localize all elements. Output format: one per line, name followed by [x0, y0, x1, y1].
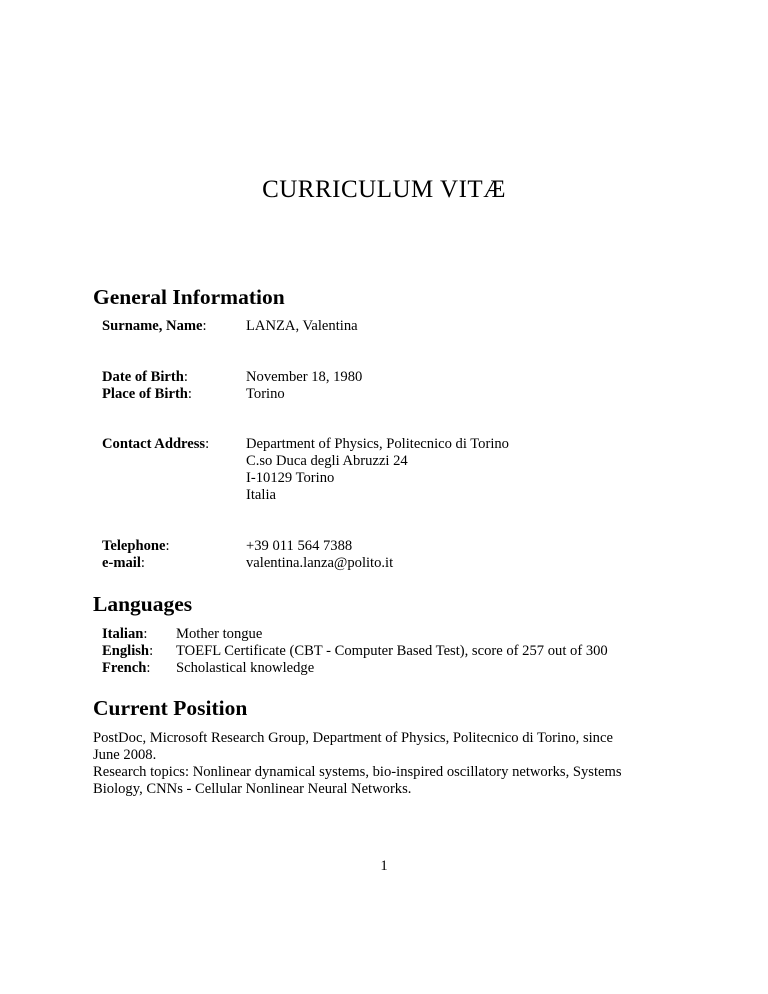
field-label: Contact Address:: [102, 436, 210, 452]
field-label: e-mail:: [102, 555, 145, 571]
field-label: Surname, Name:: [102, 318, 207, 334]
field-label: Date of Birth:: [102, 369, 188, 385]
language-label: English:: [102, 643, 154, 659]
field-label: Telephone:: [102, 538, 170, 554]
paragraph-line: Research topics: Nonlinear dynamical systems, bio-inspired oscillatory networks, Systems: [93, 764, 622, 780]
paragraph-line: Biology, CNNs - Cellular Nonlinear Neural Networks.: [93, 781, 412, 797]
page-number: 1: [380, 858, 388, 874]
field-value: Torino: [246, 386, 285, 402]
language-value: TOEFL Certificate (CBT - Computer Based Test), score of 257 out of 300: [176, 643, 608, 659]
section-heading-current-position: Current Position: [93, 696, 248, 720]
field-value: +39 011 564 7388: [246, 538, 353, 554]
section-heading-general-information: General Information: [93, 285, 285, 309]
paragraph-line: June 2008.: [93, 747, 157, 763]
field-label: Place of Birth:: [102, 386, 192, 402]
language-label: French:: [102, 660, 151, 676]
document-page: CURRICULUM VITÆ General Information Surname, Name: LANZA, Valentina Date of Birth: November 18, 1980 Place of Birth: Torino Contact Address: Department of Physics, Politecnico di Torino C.so Duca degli Abruzzi 24 I-10129 Torino Italia Telephone: +39 011 564 7388 e-mail: valentina.lanza@polito.it Languages Italian: Mother tongue English: TOEFL Certificate (CBT - Computer Based Test), score of 257 out of 300 French: Scholastical knowledge Current Position PostDoc, Microsoft Research Group, Department of Physics, Politecnico di Torino, since June 2008. Research topics: Nonlinear dynamical systems, bio-inspired oscillatory networks, Systems Biology, CNNs - Cellular Nonlinear Neural Networks. 1: [0, 0, 768, 994]
section-heading-languages: Languages: [93, 592, 193, 616]
field-value: November 18, 1980: [246, 369, 363, 385]
language-value: Scholastical knowledge: [176, 660, 315, 676]
document-title: CURRICULUM VITÆ: [262, 176, 506, 203]
field-value: LANZA, Valentina: [246, 318, 358, 334]
language-label: Italian:: [102, 626, 148, 642]
paragraph-line: PostDoc, Microsoft Research Group, Department of Physics, Politecnico di Torino, since: [93, 730, 613, 746]
language-value: Mother tongue: [176, 626, 263, 642]
email-value: valentina.lanza@polito.it: [246, 555, 394, 571]
